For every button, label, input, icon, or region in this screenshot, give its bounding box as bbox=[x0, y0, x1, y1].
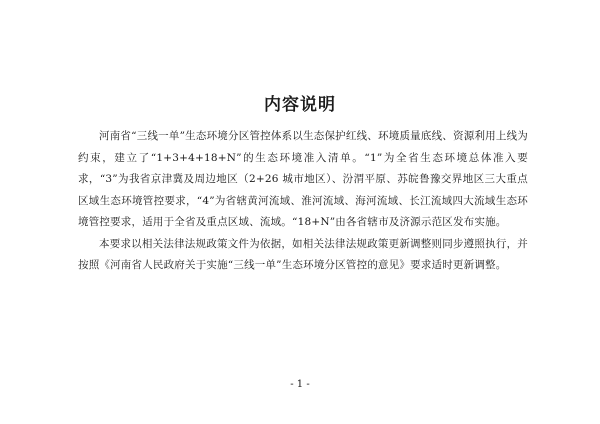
body-text bbox=[78, 126, 528, 277]
page-title: 内容说明 bbox=[264, 95, 336, 115]
paragraph-2: 本要求以相关法律法规政策文件为依据，如相关法律法规政策更新调整则同步遵照执行，并按照《河南省人民政府关于实施“三线一单”生态环境分区管控的意见》要求适时更新调整。 bbox=[78, 237, 528, 271]
paragraph-1: 河南省“三线一单”生态环境分区管控体系以生态保护红线、环境质量底线、资源利用上线为约束，建立了“1+3+4+18+N”的生态环境准入清单。“1”为全省生态环境总体准入要求，“3”为我省京津冀及周边地区（2+26 城市地区）、汾渭平原、苏皖鲁豫交界地区三大重点区域生态环境管控要求，“4”为省辖黄河流域、淮河流域、海河流域、长江流域四大流域生态环境管控要求，适用于全省及重点区域、流域。“18+N”由各省辖市及济源示范区发布实施。 bbox=[78, 130, 528, 228]
page-number: - 1 - bbox=[290, 379, 310, 390]
